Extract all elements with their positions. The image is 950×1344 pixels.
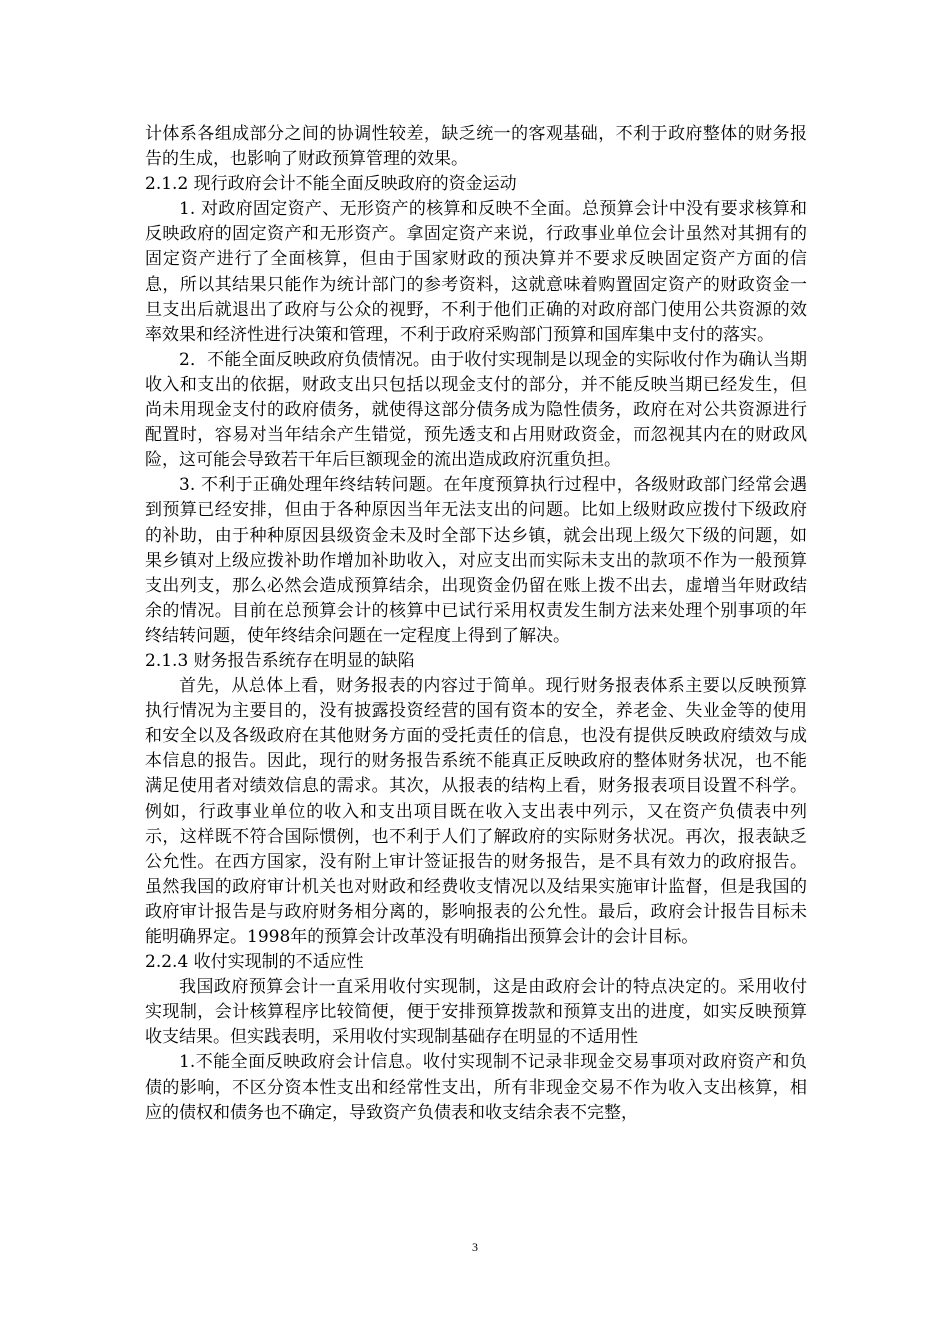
body-text [145,122,807,1126]
paragraph-fixed-assets: 1. 对政府固定资产、无形资产的核算和反映不全面。总预算会计中没有要求核算和反映政府的固定资产和无形资产。拿固定资产来说，行政事业单位会计虽然对其拥有的固定资产进行了全面核算，但由于国家财政的预决算并不要求反映固定资产方面的信息，所以其结果只能作为统计部门的参考资料，这就意味着购置固定资产的财政资金一旦支出后就退出了政府与公众的视野，不利于他们正确的对政府部门使用公共资源的效率效果和经济性进行决策和管理，不利于政府采购部门预算和国库集中支付的落实。 [145,199,807,345]
paragraph-financial-reports: 首先，从总体上看，财务报表的内容过于简单。现行财务报表体系主要以反映预算执行情况为主要目的，没有披露投资经营的国有资本的安全，养老金、失业金等的使用和安全以及各级政府在其他财务方面的受托责任的信息，也没有提供反映政府绩效与成本信息的报告。因此，现行的财务报告系统不能真正反映政府的整体财务状况，也不能满足使用者对绩效信息的需求。其次，从报表的结构上看，财务报表项目设置不科学。例如，行政事业单位的收入和支出项目既在收入支出表中列示，又在资产负债表中列示，这样既不符合国际惯例，也不利于人们了解政府的实际财务状况。再次，报表缺乏公允性。在西方国家，没有附上审计签证报告的财务报告，是不具有效力的政府报告。虽然我国的政府审计机关也对财政和经费收支情况以及结果实施审计监督，但是我国的政府审计报告是与政府财务相分离的，影响报表的公允性。最后，政府会计报告目标未能明确界定。1998年的预算会计改革没有明确指出预算会计的会计目标。 [145,676,807,947]
paragraph-continuation: 计体系各组成部分之间的协调性较差，缺乏统一的客观基础，不利于政府整体的财务报告的生成，也影响了财政预算管理的效果。 [145,124,807,170]
page-number: 3 [472,1240,478,1254]
paragraph-accounting-info: 1.不能全面反映政府会计信息。收付实现制不记录非现金交易事项对政府资产和负债的影响，不区分资本性支出和经常性支出，所有非现金交易不作为收入支出核算，相应的债权和债务也不确定，导致资产负债表和收支结余表不完整， [145,1052,807,1123]
section-heading-2-1-3: 2.1.3 财务报告系统存在明显的缺陷 [145,650,415,671]
paragraph-year-end-carryover: 3. 不利于正确处理年终结转问题。在年度预算执行过程中，各级财政部门经常会遇到预算已经安排，但由于各种原因当年无法支出的问题。比如上级财政应拨付下级政府的补助，由于种种原因县级资金未及时全部下达乡镇，就会出现上级欠下级的问题，如果乡镇对上级应拨补助作增加补助收入，对应支出而实际未支出的款项不作为一般预算支出列支，那么必然会造成预算结余，出现资金仍留在账上拨不出去，虚增当年财政结余的情况。目前在总预算会计的核算中已试行采用权责发生制方法来处理个别事项的年终结转问题，使年终结余问题在一定程度上得到了解决。 [145,475,807,646]
paragraph-cash-basis: 我国政府预算会计一直采用收付实现制，这是由政府会计的特点决定的。采用收付实现制，会计核算程序比较简便，便于安排预算拨款和预算支出的进度，如实反映预算收支结果。但实践表明，采用收付实现制基础存在明显的不适用性 [145,977,807,1048]
section-heading-2-2-4: 2.2.4 收付实现制的不适应性 [145,952,364,973]
section-heading-2-1-2: 2.1.2 现行政府会计不能全面反映政府的资金运动 [145,174,517,195]
paragraph-liabilities: 2．不能全面反映政府负债情况。由于收付实现制是以现金的实际收付作为确认当期收入和支出的依据，财政支出只包括以现金支付的部分，并不能反映当期已经发生，但尚未用现金支付的政府债务，就使得这部分债务成为隐性债务，政府在对公共资源进行配置时，容易对当年结余产生错觉，预先透支和占用财政资金，而忽视其内在的财政风险，这可能会导致若干年后巨额现金的流出造成政府沉重负担。 [145,349,807,471]
